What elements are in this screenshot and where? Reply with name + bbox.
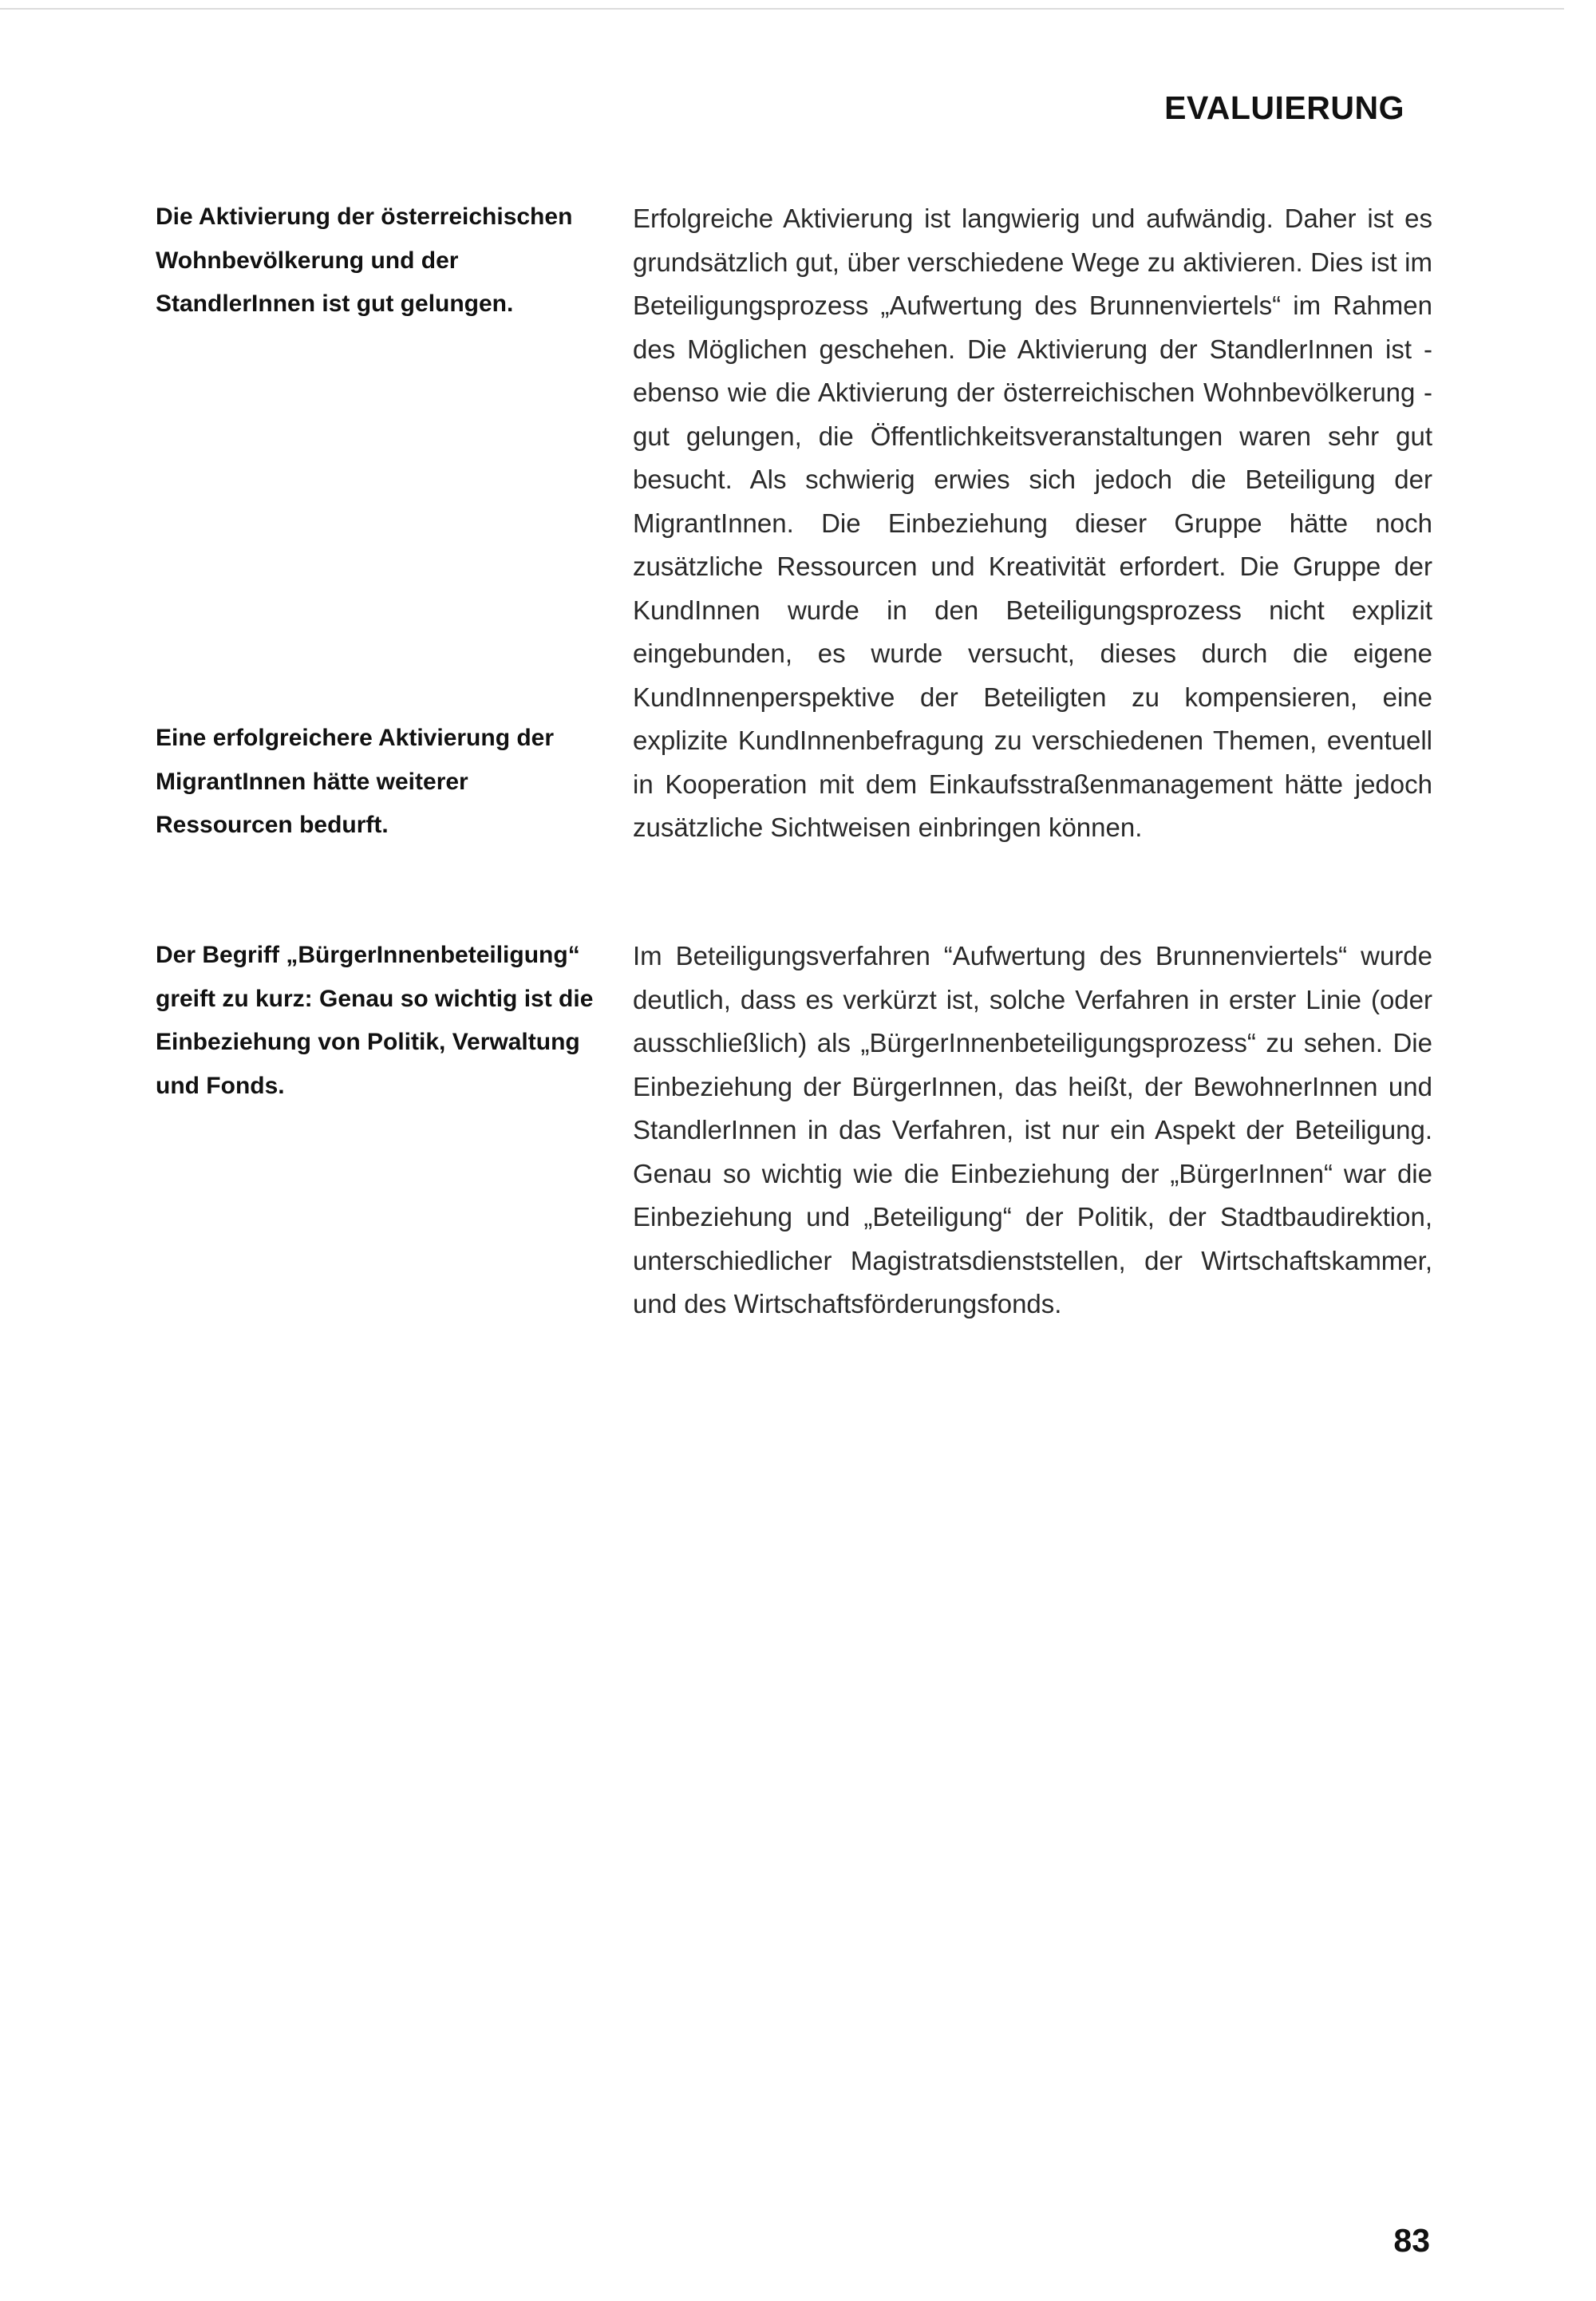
body-paragraph-activation: Erfolgreiche Aktivierung ist langwierig und aufwändig. Daher ist es grundsätzlich gut, über verschiedene Wege zu aktivieren. Dies ist im Beteiligungsprozess „Aufwertung des Brunnenviertels“ im Rahmen des Möglichen geschehen. Die Aktivierung der StandlerInnen ist - ebenso wie die Aktivierung der österreichischen Wohnbevölkerung - gut gelungen, die Öffentlichkeitsveranstaltungen waren sehr gut besucht. Als schwierig erwies sich jedoch die Beteiligung der MigrantInnen. Die Einbeziehung dieser Gruppe hätte noch zusätzliche Ressourcen und Kreativität erfordert. Die Gruppe der KundInnen wurde in den Beteiligungsprozess nicht explizit eingebunden, es wurde versucht, dieses durch die eigene KundInnenperspektive der Beteiligten zu kompensieren, eine explizite KundInnenbefragung zu verschiedenen Themen, eventuell in Kooperation mit dem Einkaufsstraßenmanagement hätte jedoch zusätzliche Sichtweisen einbringen können.: [633, 204, 1432, 842]
sidenote-migrants: Eine erfolgreichere Aktivierung der MigrantInnen hätte weiterer Ressourcen bedurft.: [156, 725, 555, 838]
body-paragraph-participation: Im Beteiligungsverfahren “Aufwertung des Brunnenviertels“ wurde deutlich, dass es verkürzt ist, solche Verfahren in erster Linie (oder ausschließlich) als „BürgerInnenbeteiligungsprozess“ zu sehen. Die Einbeziehung der BürgerInnen, das heißt, der BewohnerInnen und StandlerInnen in das Verfahren, ist nur ein Aspekt der Beteiligung. Genau so wichtig wie die Einbeziehung der „BürgerInnen“ war die Einbeziehung und „Beteiligung“ der Politik, der Stadtbaudirektion, unterschiedlicher Magistratsdienststellen, der Wirtschaftskammer, und des Wirtschaftsförderungsfonds.: [633, 941, 1432, 1319]
sidenote-participation: Der Begriff „BürgerInnenbeteiligung“ greift zu kurz: Genau so wichtig ist die Einbeziehung von Politik, Verwaltung und Fonds.: [156, 942, 594, 1099]
top-rule: [0, 8, 1564, 10]
page-number: 83: [1393, 2222, 1430, 2259]
sidenote-activation: Die Aktivierung der österreichischen Wohnbevölkerung und der StandlerInnen ist gut gelungen.: [156, 204, 573, 317]
section-title: EVALUIERUNG: [1164, 89, 1404, 126]
